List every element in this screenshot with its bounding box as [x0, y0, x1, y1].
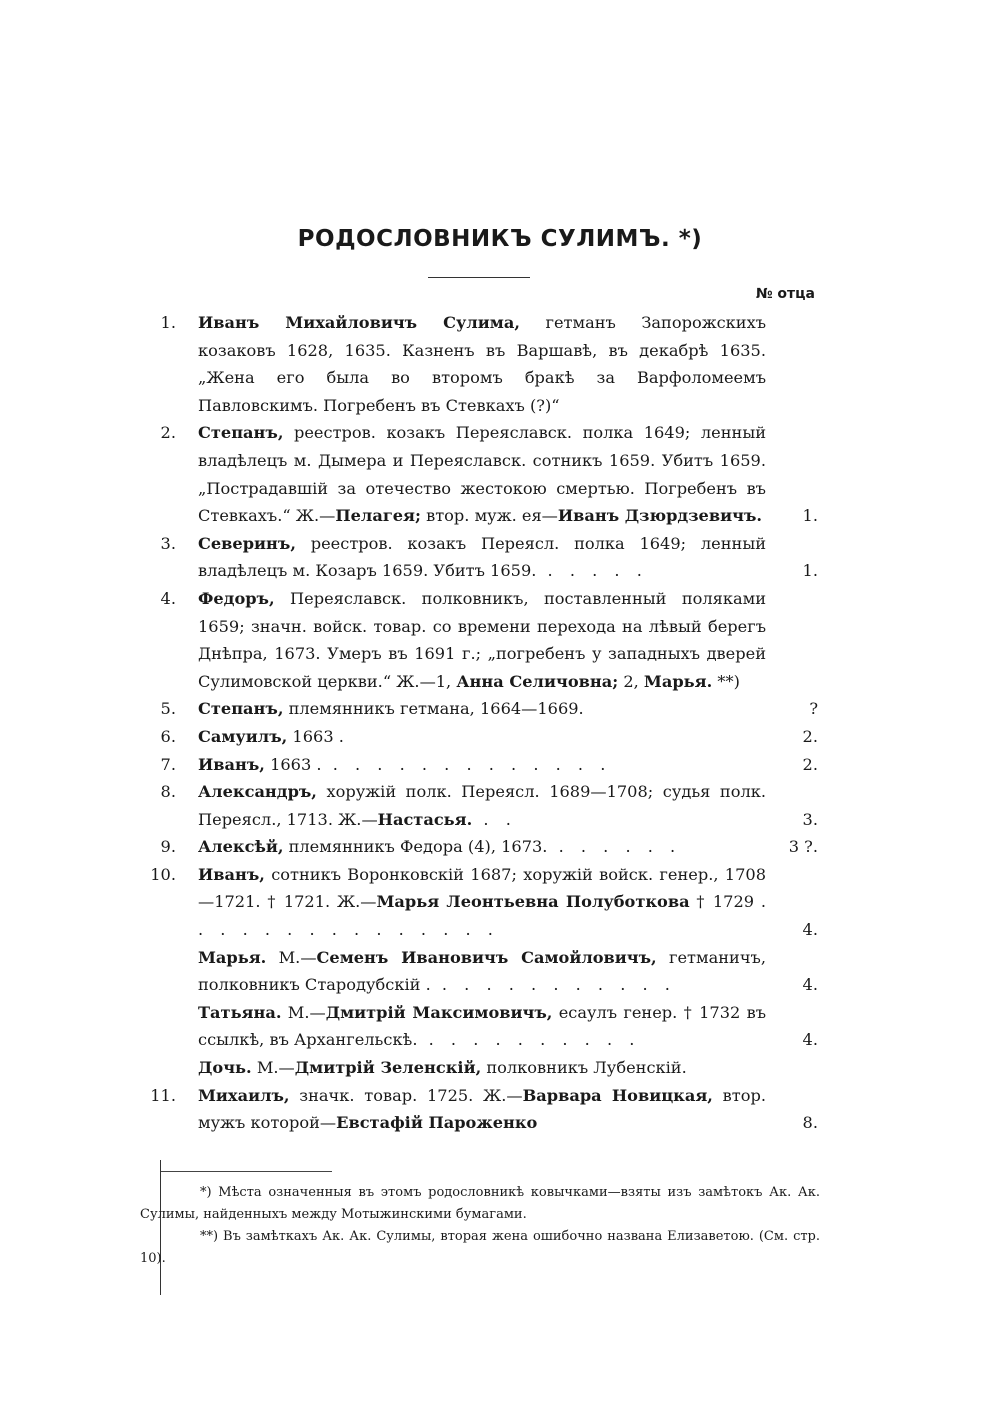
father-number: 3.: [802, 809, 818, 829]
entry-8: [0, 778, 1000, 833]
spouse-name: Дмитрій Зеленскій,: [294, 1058, 482, 1078]
father-number: ?: [809, 699, 818, 719]
person-name: Александръ,: [198, 782, 317, 802]
entry-number: 2.: [160, 423, 176, 443]
spouse-name: Варвара Новицкая,: [522, 1085, 713, 1105]
entry-number: 10.: [150, 864, 176, 884]
footnote-1: *) Мѣста означенныя въ этомъ родословникѣ ковычками—взяты изъ замѣтокъ Ак. Ак. Сулимы, найденныхъ между Мотыжинскими бумагами.: [140, 1185, 820, 1222]
genealogy-list: [0, 309, 1000, 1137]
person-name: Алексѣй,: [198, 837, 284, 857]
entry-text: гетманъ Запорожскихъ козаковъ 1628, 1635. Казненъ въ Варшавѣ, въ декабрѣ 1635. „Жена его была во второмъ бракѣ за Варфоломеемъ Павловскимъ. Погребенъ въ Стевкахъ (?)“: [198, 313, 766, 415]
spouse-name: Дмитрій Максимовичъ,: [325, 1002, 553, 1022]
entry-5: [0, 695, 1000, 723]
spouse-name: Анна Селичовна;: [456, 671, 619, 691]
person-name: Иванъ,: [198, 754, 265, 774]
dot-leaders: . . . . . . . . . . . . .: [321, 754, 612, 774]
entry-text: Переяславск. полковникъ, поставленный поляками 1659; значн. войск. товар. со времени перехода на лѣвый берегъ Днѣпра, 1673. Умеръ въ 1691 г.; „погребенъ у западныхъ дверей Сулимовской церкви.“ Ж.—1,: [198, 588, 766, 691]
entry-text: сотникъ Воронковскій 1687; хоружій войск. генер., 1708—1721. † 1721. Ж.—: [198, 864, 766, 912]
father-number: 4.: [802, 975, 818, 995]
entry-text: племянникъ гетмана, 1664—1669.: [283, 699, 584, 719]
dot-leaders: . .: [472, 809, 517, 829]
entry-text: 1663 .: [264, 754, 322, 774]
spouse-name: Пелагея;: [335, 506, 421, 526]
entry-text: 1663 .: [287, 726, 344, 746]
spouse-name: Марья.: [643, 671, 713, 691]
person-name: Иванъ Михайловичъ Сулима,: [198, 313, 520, 332]
entry-text: полковникъ Лубенскій.: [481, 1058, 687, 1078]
entry-text: М.—: [266, 947, 317, 967]
dot-leaders: . . . . . . . . . . .: [430, 975, 676, 995]
dot-leaders: . . . . . . . . . . . . . .: [198, 920, 499, 940]
spouse-name: Евстафій Пароженко: [336, 1113, 538, 1133]
footnote-2: **) Въ замѣткахъ Ак. Ак. Сулимы, вторая жена ошибочно названа Елизаветою. (См. стр. 10).: [140, 1229, 820, 1266]
spouse-name: Марья Леонтьевна Полуботкова: [376, 892, 690, 912]
entry-text: 2,: [618, 671, 644, 691]
entry-text: значк. товар. 1725. Ж.—: [289, 1085, 523, 1105]
entry-6: [0, 723, 1000, 751]
entry-text: хоружій полк. Переясл. 1689—1708; судья полк. Переясл., 1713. Ж.—: [198, 782, 766, 829]
person-name: Татьяна.: [198, 1002, 282, 1022]
person-name: Михаилъ,: [198, 1085, 290, 1105]
spouse-name: Настасья.: [377, 809, 473, 829]
footnote-ref: **): [712, 671, 740, 691]
entry-number: 3.: [160, 533, 176, 553]
entry-text: † 1729 .: [689, 892, 767, 912]
dot-leaders: . . . . . . . . . .: [417, 1030, 641, 1050]
entry-2: [0, 419, 1000, 529]
person-name: Степанъ,: [198, 423, 284, 443]
father-number: 2.: [802, 754, 818, 774]
entry-number: 4.: [160, 588, 176, 608]
father-column-header: № отца: [755, 286, 815, 302]
entry-text: есаулъ генер. † 1732 въ ссылкѣ, въ Архангельскѣ.: [198, 1002, 766, 1050]
person-name: Северинъ,: [198, 533, 296, 553]
father-number: 1.: [802, 561, 818, 581]
father-number: 1.: [802, 506, 818, 526]
father-number: 4.: [802, 920, 818, 940]
entry-daughter: [0, 1054, 1000, 1082]
entry-text: реестров. козакъ Переяславск. полка 1649; ленный владѣлецъ м. Дымера и Переяславск. сотникъ 1659. Убитъ 1659. „Пострадавшій за отечество жестокою смертью. Погребенъ въ Стевкахъ.“ Ж.—: [198, 423, 766, 526]
entry-number: 9.: [160, 837, 176, 857]
entry-number: 6.: [160, 726, 176, 746]
entry-text: гетманичъ, полковникъ Стародубскій .: [198, 947, 766, 995]
entry-3: [0, 530, 1000, 585]
entry-number: 11.: [150, 1085, 176, 1105]
entry-text: М.—: [281, 1002, 326, 1022]
entry-9: [0, 833, 1000, 861]
entry-text: М.—: [251, 1058, 295, 1078]
father-number: 2.: [802, 726, 818, 746]
entry-4: [0, 585, 1000, 695]
entry-number: 7.: [160, 754, 176, 774]
footnotes: [140, 1182, 820, 1270]
entry-number: 8.: [160, 782, 176, 802]
entry-number: 1.: [160, 313, 176, 332]
person-name: Дочь.: [198, 1058, 252, 1078]
footnote-rule-dotted: [160, 1171, 195, 1172]
father-number: 8.: [802, 1113, 818, 1133]
dot-leaders: . . . . . .: [547, 837, 682, 857]
spouse-name: Семенъ Ивановичъ Самойловичъ,: [316, 947, 657, 967]
entry-number: 5.: [160, 699, 176, 719]
entry-text: втор. муж. ея—: [420, 506, 558, 526]
entry-1: [0, 309, 1000, 419]
entry-text: реестров. козакъ Переясл. полка 1649; ленный владѣлецъ м. Козаръ 1659. Убитъ 1659.: [198, 533, 766, 581]
entry-daughter-tatyana: [0, 999, 1000, 1054]
person-name: Марья.: [198, 947, 267, 967]
entry-text: втор. мужъ которой—: [198, 1085, 767, 1133]
person-name: Федоръ,: [198, 588, 275, 608]
person-name: Иванъ,: [198, 864, 265, 884]
father-number: 4.: [802, 1030, 818, 1050]
page-title: РОДОСЛОВНИКЪ СУЛИМЪ. *): [297, 226, 703, 252]
entry-11: [0, 1082, 1000, 1137]
entry-daughter-marya: [0, 944, 1000, 999]
entry-10: [0, 861, 1000, 944]
father-number: 3 ?.: [788, 837, 818, 857]
dot-leaders: . . . . .: [536, 561, 648, 581]
person-name: Степанъ,: [198, 699, 284, 719]
entry-text: племянникъ Федора (4), 1673.: [283, 837, 548, 857]
entry-7: [0, 751, 1000, 779]
person-name: Самуилъ,: [198, 726, 288, 746]
spouse-name: Иванъ Дзюрдзевичъ.: [557, 506, 763, 526]
title-rule: [428, 277, 530, 278]
